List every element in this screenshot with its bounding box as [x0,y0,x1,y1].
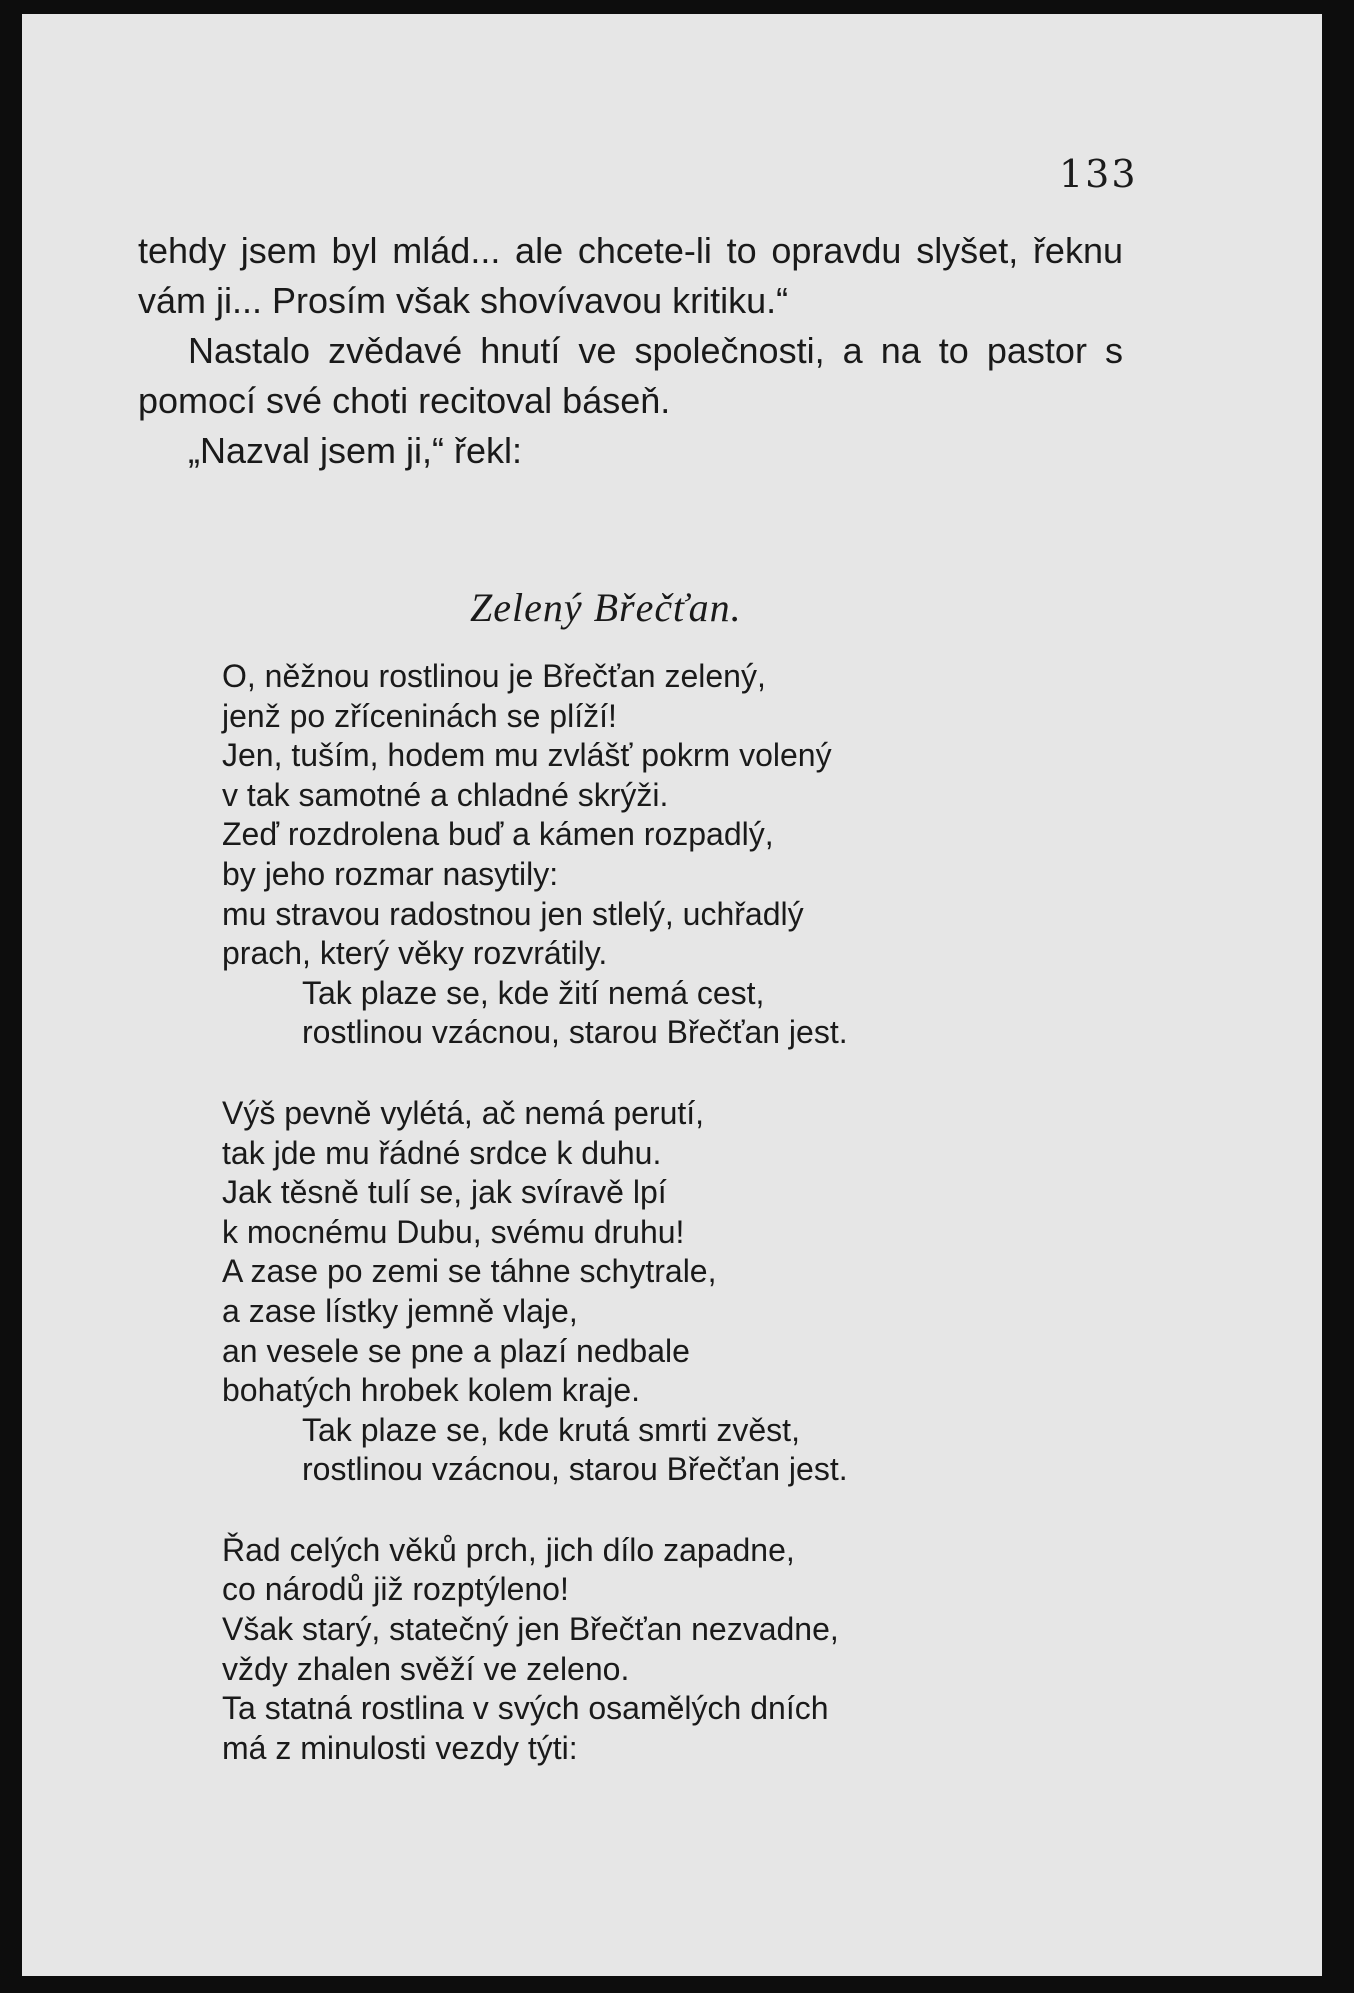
prose-paragraph: tehdy jsem byl mlád... ale chcete-li to opravdu slyšet, řeknu vám ji... Prosím však shovívavou kritiku.“ [138,230,1123,321]
poem-line: prach, který věky rozvrátily. [222,935,608,972]
poem-line: k mocnému Dubu, svému druhu! [222,1213,685,1250]
poem-line: Ta statná rostlina v svých osamělých dních [222,1690,829,1727]
poem-refrain-line: rostlinou vzácnou, starou Břečťan jest. [302,1451,848,1488]
poem-refrain-line: rostlinou vzácnou, starou Břečťan jest. [302,1014,848,1051]
poem-line: Zeď rozdrolena buď a kámen rozpadlý, [222,816,774,853]
poem-line: a zase lístky jemně vlaje, [222,1292,578,1329]
poem-line: O, něžnou rostlinou je Břečťan zelený, [222,658,766,694]
poem-line: Jak těsně tulí se, jak svíravě lpí [222,1174,667,1211]
poem-refrain-line: Tak plaze se, kde krutá smrti zvěst, [302,1411,800,1448]
poem-line: co národů již rozptýleno! [222,1571,569,1608]
poem-stanza [222,1094,1122,1490]
poem-refrain-line: Tak plaze se, kde žití nemá cest, [302,974,765,1011]
poem [222,657,1122,1809]
prose-paragraph: „Nazval jsem ji,“ řekl: [188,430,523,471]
poem-line: Řad celých věků prch, jich dílo zapadne, [222,1531,795,1568]
page-number: 133 [1059,152,1138,196]
book-page [22,14,1322,1976]
poem-title: Zelený Břečťan. [470,585,742,630]
poem-line: jenž po zříceninách se plíží! [222,697,617,734]
prose-paragraph: Nastalo zvědavé hnutí ve společnosti, a na to pastor s pomocí své choti recitoval báseň. [138,330,1123,421]
poem-line: bohatých hrobek kolem kraje. [222,1372,640,1409]
poem-line: by jeho rozmar nasytily: [222,855,559,892]
poem-line: A zase po zemi se táhne schytrale, [222,1253,717,1290]
poem-line: mu stravou radostnou jen stlelý, uchřadlý [222,895,804,932]
poem-stanza [222,1531,1122,1769]
poem-line: an vesele se pne a plazí nedbale [222,1332,690,1369]
poem-line: tak jde mu řádné srdce k duhu. [222,1134,662,1171]
poem-stanza [222,657,1122,1053]
poem-line: Jen, tuším, hodem mu zvlášť pokrm volený [222,737,832,774]
poem-line: Však starý, statečný jen Břečťan nezvadne, [222,1611,839,1648]
poem-line: Výš pevně vylétá, ač nemá perutí, [222,1094,705,1131]
poem-line: v tak samotné a chladné skrýži. [222,776,669,813]
poem-line: má z minulosti vezdy týti: [222,1729,578,1766]
poem-line: vždy zhalen svěží ve zeleno. [222,1650,630,1687]
prose-block [138,226,1123,476]
